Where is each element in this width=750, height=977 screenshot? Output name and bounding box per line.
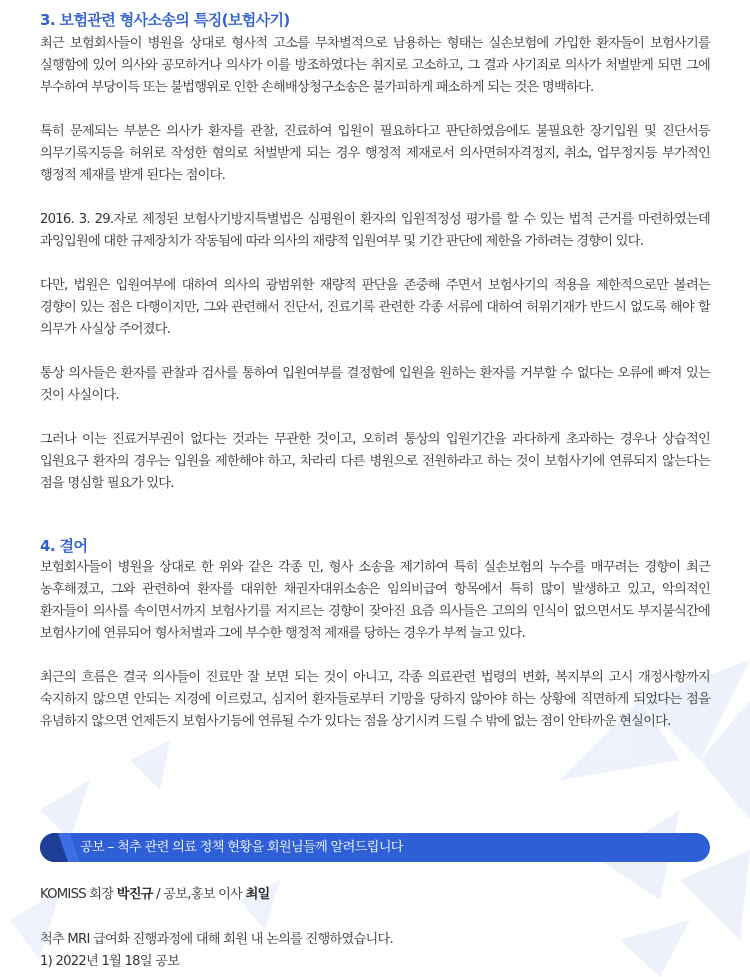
banner-stripe-icon (40, 833, 82, 862)
section3-paragraph-2: 특히 문제되는 부분은 의사가 환자를 관찰, 진료하여 입원이 필요하다고 판단하였음에도 불필요한 장기입원 및 진단서등 의무기록지등을 허위로 작성한 혐의로 처벌받게 되는 경우 행정적 제재로서 의사면허자격정지, 취소, 업무정지등 부가적인 행정적 제재를 받게 된다는 점이다. (40, 124, 710, 183)
signature-director: 최일 (245, 887, 270, 902)
deco-triangle (680, 850, 750, 940)
section3-paragraph-6: 그러나 이는 진료거부권이 없다는 것과는 무관한 것이고, 오히려 통상의 입원기간을 과다하게 초과하는 경우나 상습적인 입원요구 환자의 경우는 입원을 제한해야 하고, 차라리 다른 병원으로 전원하라고 하는 것이 보험사기에 연류되지 않는다는 점을 명심할 필요가 있다. (40, 432, 710, 491)
signature-separator: / (156, 887, 160, 902)
section3-paragraph-1: 최근 보험회사들이 병원을 상대로 형사적 고소를 무차별적으로 남용하는 형태는 실손보험에 가입한 환자들이 보험사기를 실행함에 있어 의사와 공모하거나 의사가 이를 방조하였다는 취지로 고소하고, 그 결과 사기죄로 의사가 처벌받게 되면 그에 부수하여 부당이득 또는 불법행위로 인한 손해배상청구소송은 불가피하게 패소하게 되는 것은 명백하다. (40, 36, 710, 95)
section4-heading: 4. 결어 (40, 537, 88, 555)
deco-triangle (40, 780, 90, 840)
section3-paragraph-5: 통상 의사들은 환자를 관찰과 검사를 통하여 입원여부를 결정함에 입원을 원하는 환자를 거부할 수 없다는 오류에 빠져 있는 것이 사실이다. (40, 366, 710, 403)
signature-president: 박진규 (116, 887, 153, 902)
signature-role: 공보,홍보 이사 (163, 887, 243, 902)
deco-triangle (130, 740, 170, 790)
section3-paragraph-4: 다만, 법원은 입원여부에 대하여 의사의 광범위한 재량적 판단을 존중해 주면서 보험사기의 적용을 제한적으로만 볼려는 경향이 있는 점은 다행이지만, 그와 관련해서 진단서, 진료기록 관련한 각종 서류에 대하여 허위기재가 반드시 없도록 해야 할 의무가 사실상 주어졌다. (40, 278, 710, 337)
section4-paragraph-1: 보험회사들이 병원을 상대로 한 위와 같은 각종 민, 형사 소송을 제기하여 특히 실손보험의 누수를 매꾸려는 경향이 최근 농후해졌고, 그와 관련하여 환자를 대위한 채권자대위소송은 임의비급여 항목에서 특히 많이 발생하고 있고, 악의적인 환자들이 의사를 속이면서까지 보험사기를 저지르는 경향이 잦아진 요즘 의사들은 고의의 인식이 없으면서도 부지불식간에 보험사기에 연류되어 형사처벌과 그에 부수한 행정적 제재를 당하는 경우가 부쩍 늘고 있다. (40, 560, 710, 641)
section4-paragraph-2: 최근의 흐름은 결국 의사들이 진료만 잘 보면 되는 것이 아니고, 각종 의료관련 법령의 변화, 복지부의 고시 개정사항까지 숙지하지 않으면 안되는 지경에 이르렀고, 심지어 환자들로부터 기망을 당하지 않아야 하는 상황에 직면하게 되었다는 점을 유념하지 않으면 언제든지 보험사기등에 연류될 수가 있다는 점을 상기시켜 드릴 수 밖에 없는 점이 안타까운 현실이다. (40, 670, 710, 729)
signature-line (40, 884, 270, 906)
notice-intro: 척추 MRI 급여화 진행과정에 대해 회원 내 논의를 진행하였습니다. (40, 932, 393, 947)
deco-triangle (620, 920, 690, 977)
section3-heading: 3. 보험관련 형사소송의 특징(보험사기) (40, 11, 290, 29)
signature-org: KOMISS 회장 (40, 887, 114, 902)
notice-item-1: 1) 2022년 1월 18일 공보 (40, 954, 180, 969)
notice-banner (40, 833, 710, 862)
section3-paragraph-3: 2016. 3. 29.자로 제정된 보험사기방지특별법은 심평원이 환자의 입원적정성 평가를 할 수 있는 법적 근거를 마련하였는데 과잉입원에 대한 규제장치가 작동됨에 따라 의사의 재량적 입원여부 및 기간 판단에 제한을 가하려는 경향이 있다. (40, 212, 710, 249)
banner-text: 공보 – 척추 관련 의료 정책 현황을 회원님들께 알려드립니다 (80, 840, 403, 855)
